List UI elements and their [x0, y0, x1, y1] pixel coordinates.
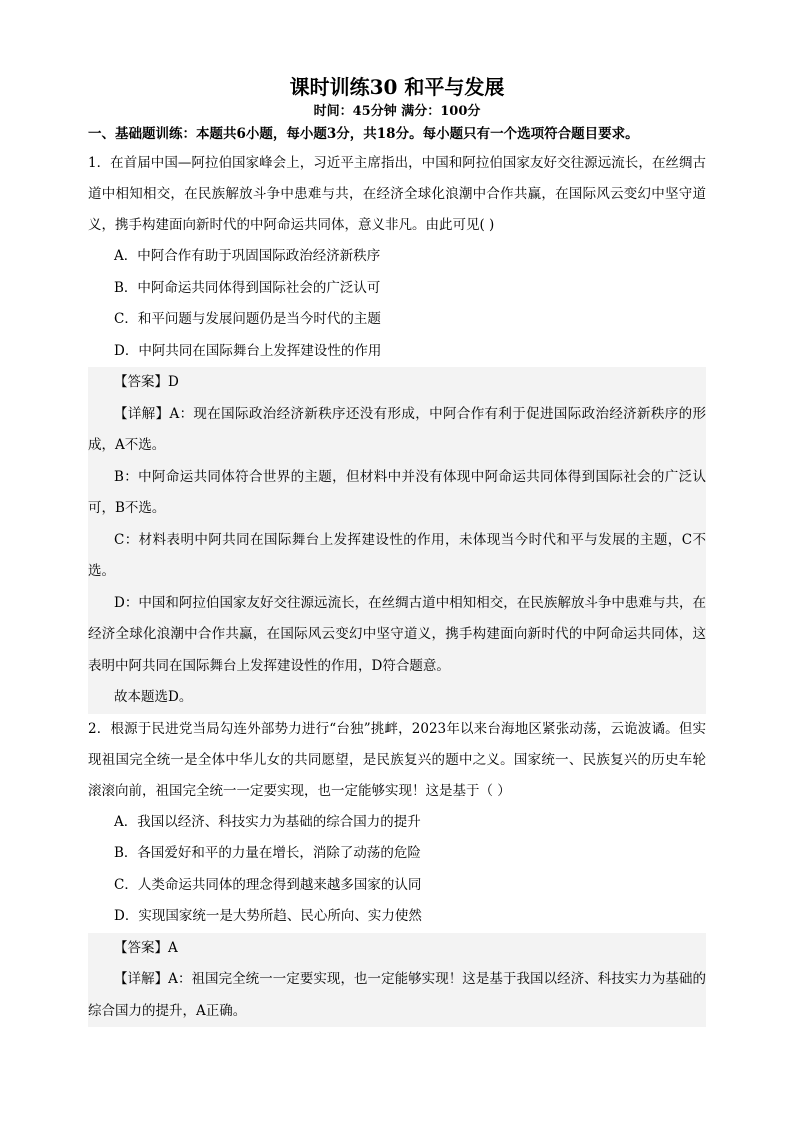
explanation-paragraph: 【详解】A：祖国完全统一一定要实现，也一定能够实现！这是基于我国以经济、科技实力为基础的综合国力的提升，A正确。	[88, 971, 706, 1019]
option-d: D．中阿共同在国际舞台上发挥建设性的作用	[114, 342, 382, 359]
explanation-paragraph: D：中国和阿拉伯国家友好交往源远流长，在丝绸古道中相知相交，在民族解放斗争中患难与共，在经济全球化浪潮中合作共赢，在国际风云变幻中坚守道义，携手构建面向新时代的中阿命运共同体，这表明中阿共同在国际舞台上发挥建设性的作用，D符合题意。	[88, 594, 706, 674]
option-b: B．中阿命运共同体得到国际社会的广泛认可	[114, 279, 381, 296]
answer-label: 【答案】A	[114, 939, 178, 956]
conclusion-line: 故本题选D。	[114, 689, 193, 705]
option-a: A．我国以经济、科技实力为基础的综合国力的提升	[114, 813, 421, 830]
section-heading: 一、基础题训练：本题共6小题，每小题3分，共18分。每小题只有一个选项符合题目要求。	[88, 126, 639, 142]
explanation-paragraph: B：中阿命运共同体符合世界的主题，但材料中并没有体现中阿命运共同体得到国际社会的广泛认可，B不选。	[88, 468, 706, 516]
exam-meta: 时间：45分钟 满分：100分	[313, 104, 481, 119]
question-1	[88, 148, 706, 714]
explanation-paragraph: C：材料表明中阿共同在国际舞台上发挥建设性的作用，未体现当今时代和平与发展的主题，C不选。	[88, 531, 706, 579]
question-2	[88, 714, 706, 1028]
question-stem: 1．在首届中国—阿拉伯国家峰会上，习近平主席指出，中国和阿拉伯国家友好交往源远流长，在丝绸古道中相知相交，在民族解放斗争中患难与共，在经济全球化浪潮中合作共赢，在国际风云变幻中坚守道义，携手构建面向新时代的中阿命运共同体，意义非凡。由此可见( )	[88, 155, 706, 233]
answer-box	[88, 367, 706, 714]
document-page	[88, 72, 706, 1027]
option-d: D．实现国家统一是大势所趋、民心所向、实力使然	[114, 908, 422, 924]
answer-box	[88, 933, 706, 1028]
question-stem: 2．根源于民进党当局勾连外部势力进行“台独”挑衅，2023年以来台海地区紧张动荡，云诡波谲。但实现祖国完全统一是全体中华儿女的共同愿望，是民族复兴的题中之义。国家统一、民族复兴的历史车轮滚滚向前，祖国完全统一一定要实现，也一定能够实现！这是基于（ ）	[88, 720, 706, 799]
option-c: C．人类命运共同体的理念得到越来越多国家的认同	[114, 876, 422, 893]
document-title: 课时训练30 和平与发展	[289, 75, 505, 99]
option-b: B．各国爱好和平的力量在增长，消除了动荡的危险	[114, 845, 421, 861]
option-a: A．中阿合作有助于巩固国际政治经济新秩序	[114, 248, 381, 264]
option-c: C．和平问题与发展问题仍是当今时代的主题	[114, 311, 381, 327]
answer-label: 【答案】D	[114, 374, 179, 390]
explanation-paragraph: 【详解】A：现在国际政治经济新秩序还没有形成，中阿合作有利于促进国际政治经济新秩序的形成，A不选。	[88, 405, 706, 453]
